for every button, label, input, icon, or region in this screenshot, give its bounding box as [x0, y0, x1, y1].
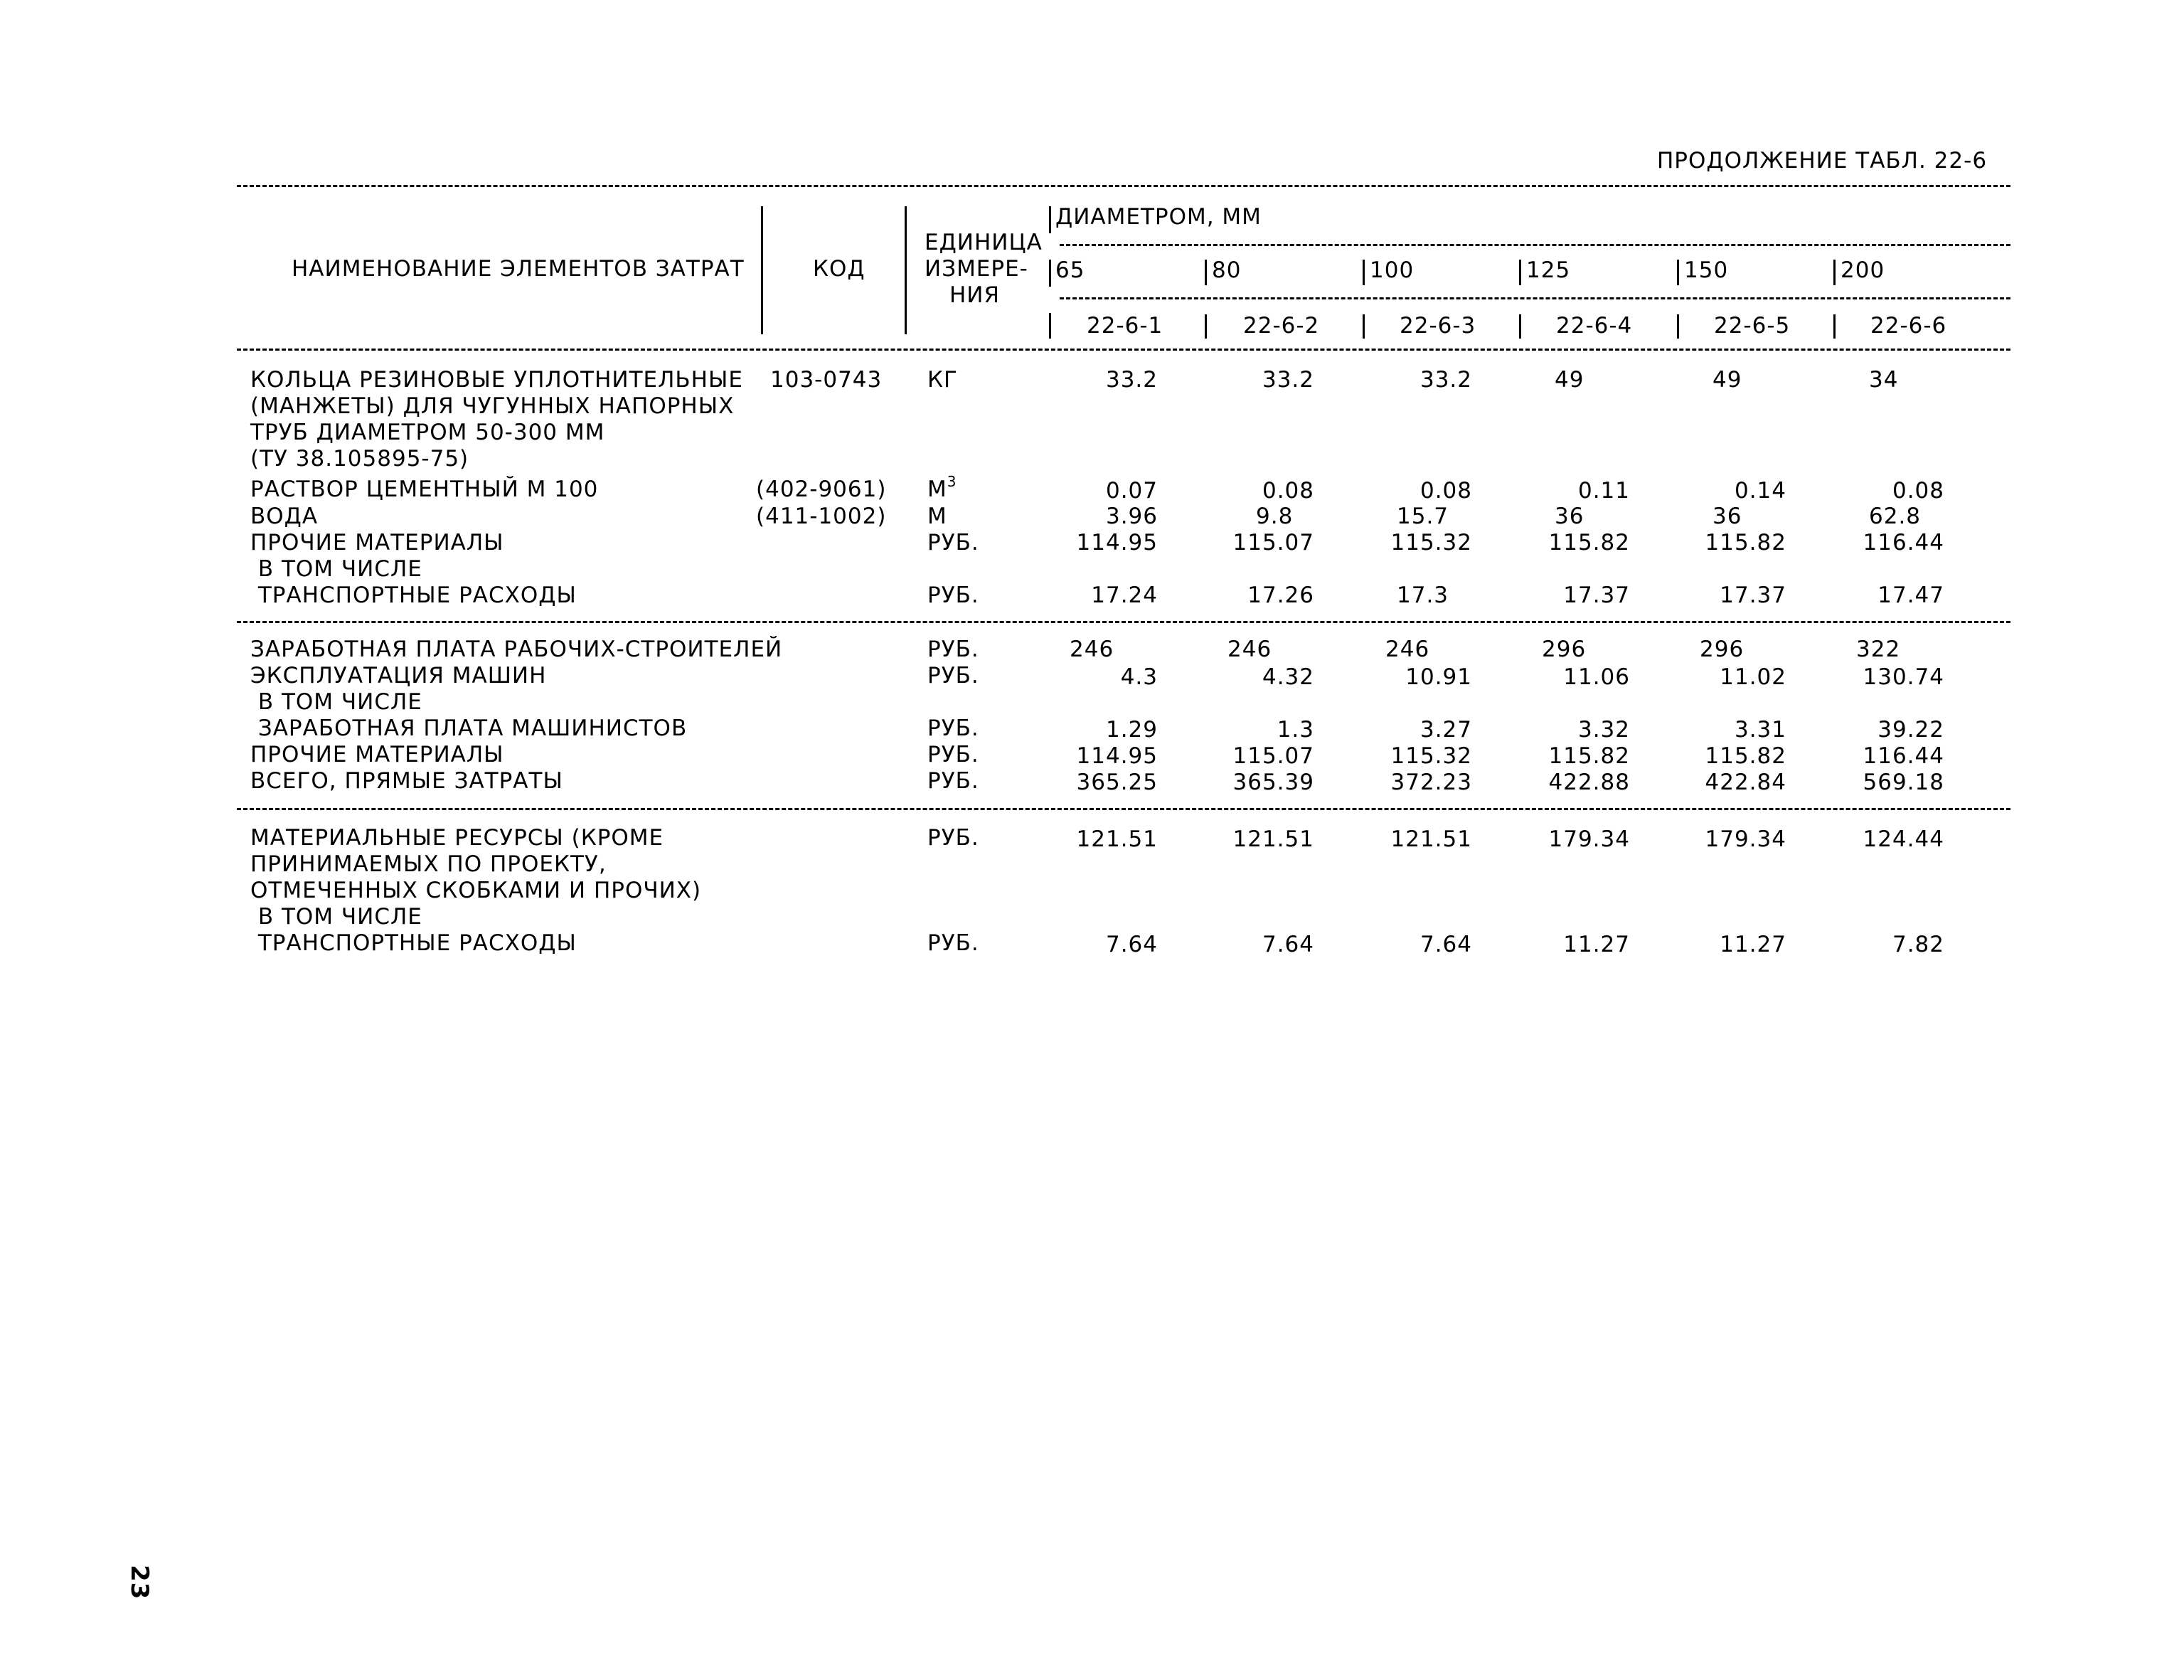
- header-divider-3c: [1049, 313, 1051, 339]
- cell-value: 11.27: [1563, 932, 1630, 957]
- cell-value: 0.11: [1577, 478, 1630, 504]
- cell-value: 11.27: [1720, 932, 1786, 957]
- cell-value: 365.25: [1076, 770, 1158, 795]
- cell-value: 39.22: [1877, 717, 1944, 743]
- row-unit: РУБ.: [927, 742, 979, 767]
- cell-value: 115.82: [1705, 743, 1786, 769]
- diameter-65: 65: [1055, 257, 1085, 283]
- row-name: ТРАНСПОРТНЫЕ РАСХОДЫ: [250, 930, 577, 956]
- row-name: В ТОМ ЧИСЛЕ: [250, 904, 422, 930]
- section-1-rule: [237, 621, 2010, 623]
- unit-superscript: 3: [947, 473, 957, 490]
- cell-value: 7.64: [1419, 932, 1472, 957]
- row-unit: $М^3$: [927, 473, 957, 502]
- cell-value: 36: [1712, 504, 1742, 529]
- code-22-6-6: 22-6-6: [1870, 313, 1947, 339]
- codes-rule: [1060, 297, 2010, 299]
- cell-value: 15.7: [1397, 504, 1449, 529]
- row-unit: РУБ.: [927, 930, 979, 956]
- diam-divider-6: [1833, 260, 1836, 285]
- cell-value: 3.31: [1734, 717, 1786, 743]
- cell-value: 17.47: [1877, 583, 1944, 608]
- diameter-80: 80: [1212, 257, 1242, 283]
- cell-value: 17.24: [1091, 583, 1158, 608]
- cell-value: 121.51: [1076, 826, 1158, 852]
- header-name: НАИМЕНОВАНИЕ ЭЛЕМЕНТОВ ЗАТРАТ: [292, 256, 745, 282]
- cell-value: 116.44: [1863, 743, 1944, 769]
- cell-value: 569.18: [1863, 770, 1944, 795]
- cell-value: 372.23: [1390, 770, 1472, 795]
- cell-value: 0.08: [1262, 478, 1314, 504]
- cell-value: 115.82: [1705, 530, 1786, 555]
- page-number: 23: [125, 1565, 154, 1600]
- cell-value: 11.02: [1720, 664, 1786, 690]
- cell-value: 49: [1555, 367, 1584, 393]
- row-name: ВСЕГО, ПРЯМЫЕ ЗАТРАТЫ: [250, 768, 563, 794]
- row-code: (411-1002): [756, 504, 887, 529]
- diameter-rule: [1060, 244, 2010, 246]
- cell-value: 1.29: [1105, 717, 1158, 743]
- cell-value: 17.37: [1563, 583, 1630, 608]
- cell-value: 115.82: [1548, 743, 1630, 769]
- cell-value: 36: [1555, 504, 1584, 529]
- row-code: (402-9061): [756, 477, 887, 502]
- cell-value: 114.95: [1076, 743, 1158, 769]
- row-name: МАТЕРИАЛЬНЫЕ РЕСУРСЫ (КРОМЕ: [250, 825, 664, 851]
- cell-value: 115.82: [1548, 530, 1630, 555]
- code-22-6-3: 22-6-3: [1400, 313, 1476, 339]
- row-unit: РУБ.: [927, 583, 979, 608]
- row-name: КОЛЬЦА РЕЗИНОВЫЕ УПЛОТНИТЕЛЬНЫЕ: [250, 367, 743, 393]
- cell-value: 33.2: [1105, 367, 1158, 393]
- cell-value: 1.3: [1277, 717, 1314, 743]
- diameter-150: 150: [1684, 257, 1729, 283]
- cell-value: 9.8: [1256, 504, 1294, 529]
- code-22-6-2: 22-6-2: [1243, 313, 1320, 339]
- header-divider-3b: [1049, 260, 1051, 287]
- cell-value: 179.34: [1548, 826, 1630, 852]
- row-name: ВОДА: [250, 504, 319, 529]
- cell-value: 62.8: [1869, 504, 1922, 529]
- cell-value: 34: [1869, 367, 1899, 393]
- row-name: ЗАРАБОТНАЯ ПЛАТА МАШИНИСТОВ: [250, 716, 688, 741]
- cell-value: 17.26: [1247, 583, 1314, 608]
- cell-value: 130.74: [1863, 664, 1944, 690]
- row-unit: РУБ.: [927, 530, 979, 555]
- code-divider-3: [1363, 314, 1365, 339]
- row-name: ТРАНСПОРТНЫЕ РАСХОДЫ: [250, 583, 577, 608]
- diameter-200: 200: [1841, 257, 1885, 283]
- cell-value: 11.06: [1563, 664, 1630, 690]
- cell-value: 7.64: [1105, 932, 1158, 957]
- cell-value: 121.51: [1390, 826, 1472, 852]
- cell-value: 116.44: [1863, 530, 1944, 555]
- header-divider-2: [905, 206, 907, 334]
- cell-value: 3.96: [1105, 504, 1158, 529]
- diameter-100: 100: [1370, 257, 1415, 283]
- cell-value: 7.64: [1262, 932, 1314, 957]
- row-unit: РУБ.: [927, 663, 979, 689]
- cell-value: 0.14: [1734, 478, 1786, 504]
- row-name: ПРОЧИЕ МАТЕРИАЛЫ: [250, 530, 504, 555]
- table-top-rule: [237, 185, 2010, 187]
- cell-value: 17.3: [1397, 583, 1449, 608]
- cell-value: 365.39: [1232, 770, 1314, 795]
- row-unit: РУБ.: [927, 768, 979, 794]
- header-unit-line-3: НИЯ: [949, 282, 1001, 308]
- cell-value: 0.08: [1419, 478, 1472, 504]
- cell-value: 296: [1700, 637, 1744, 662]
- header-code: КОД: [813, 256, 865, 282]
- code-22-6-5: 22-6-5: [1714, 313, 1791, 339]
- cell-value: 7.82: [1892, 932, 1944, 957]
- row-name: РАСТВОР ЦЕМЕНТНЫЙ М 100: [250, 477, 599, 502]
- section-2-rule: [237, 808, 2010, 810]
- cell-value: 10.91: [1405, 664, 1472, 690]
- header-diameter-label: ДИАМЕТРОМ, ММ: [1055, 204, 1262, 230]
- cell-value: 17.37: [1720, 583, 1786, 608]
- row-name: ЭКСПЛУАТАЦИЯ МАШИН: [250, 663, 547, 689]
- cell-value: 115.07: [1232, 530, 1314, 555]
- cell-value: 115.32: [1390, 530, 1472, 555]
- row-name: (МАНЖЕТЫ) ДЛЯ ЧУГУННЫХ НАПОРНЫХ: [250, 393, 735, 419]
- header-divider-3a: [1049, 206, 1051, 233]
- cell-value: 3.27: [1419, 717, 1472, 743]
- cell-value: 422.88: [1548, 770, 1630, 795]
- row-name: ПРИНИМАЕМЫХ ПО ПРОЕКТУ,: [250, 851, 607, 877]
- diam-divider-4: [1519, 260, 1521, 285]
- cell-value: 0.07: [1105, 478, 1158, 504]
- header-divider-1: [761, 206, 763, 334]
- cell-value: 422.84: [1705, 770, 1786, 795]
- row-unit: М: [927, 504, 947, 529]
- diam-divider-2: [1205, 260, 1207, 285]
- code-divider-2: [1205, 314, 1207, 339]
- cell-value: 33.2: [1419, 367, 1472, 393]
- code-divider-4: [1519, 314, 1521, 339]
- cell-value: 33.2: [1262, 367, 1314, 393]
- cell-value: 115.32: [1390, 743, 1472, 769]
- cell-value: 121.51: [1232, 826, 1314, 852]
- row-name: ТРУБ ДИАМЕТРОМ 50-300 ММ: [250, 420, 605, 445]
- cell-value: 3.32: [1577, 717, 1630, 743]
- row-name: ПРОЧИЕ МАТЕРИАЛЫ: [250, 742, 504, 767]
- cell-value: 246: [1070, 637, 1114, 662]
- row-name: ЗАРАБОТНАЯ ПЛАТА РАБОЧИХ-СТРОИТЕЛЕЙ: [250, 637, 783, 662]
- code-divider-5: [1677, 314, 1679, 339]
- row-name: В ТОМ ЧИСЛЕ: [250, 556, 422, 582]
- diam-divider-3: [1363, 260, 1365, 285]
- continuation-title: ПРОДОЛЖЕНИЕ ТАБЛ. 22-6: [1657, 148, 1988, 174]
- row-code: 103-0743: [770, 367, 883, 393]
- cell-value: 4.3: [1120, 664, 1158, 690]
- row-name: (ТУ 38.105895-75): [250, 446, 469, 472]
- cell-value: 4.32: [1262, 664, 1314, 690]
- code-22-6-1: 22-6-1: [1087, 313, 1163, 339]
- cell-value: 296: [1542, 637, 1587, 662]
- cell-value: 49: [1712, 367, 1742, 393]
- cell-value: 246: [1227, 637, 1272, 662]
- cell-value: 322: [1856, 637, 1901, 662]
- row-unit: РУБ.: [927, 716, 979, 741]
- row-unit: РУБ.: [927, 637, 979, 662]
- diameter-125: 125: [1526, 257, 1571, 283]
- code-divider-6: [1833, 314, 1836, 339]
- diam-divider-5: [1677, 260, 1679, 285]
- cell-value: 246: [1385, 637, 1430, 662]
- code-22-6-4: 22-6-4: [1556, 313, 1633, 339]
- cell-value: 0.08: [1892, 478, 1944, 504]
- header-unit-line-2: ИЗМЕРЕ-: [925, 256, 1028, 282]
- cell-value: 115.07: [1232, 743, 1314, 769]
- header-bottom-rule: [237, 349, 2010, 351]
- cell-value: 124.44: [1863, 826, 1944, 852]
- row-name: В ТОМ ЧИСЛЕ: [250, 689, 422, 715]
- header-unit-line-1: ЕДИНИЦА: [925, 230, 1043, 255]
- row-name: ОТМЕЧЕННЫХ СКОБКАМИ И ПРОЧИХ): [250, 878, 702, 903]
- cell-value: 114.95: [1076, 530, 1158, 555]
- row-unit: КГ: [927, 367, 958, 393]
- row-unit: РУБ.: [927, 825, 979, 851]
- cell-value: 179.34: [1705, 826, 1786, 852]
